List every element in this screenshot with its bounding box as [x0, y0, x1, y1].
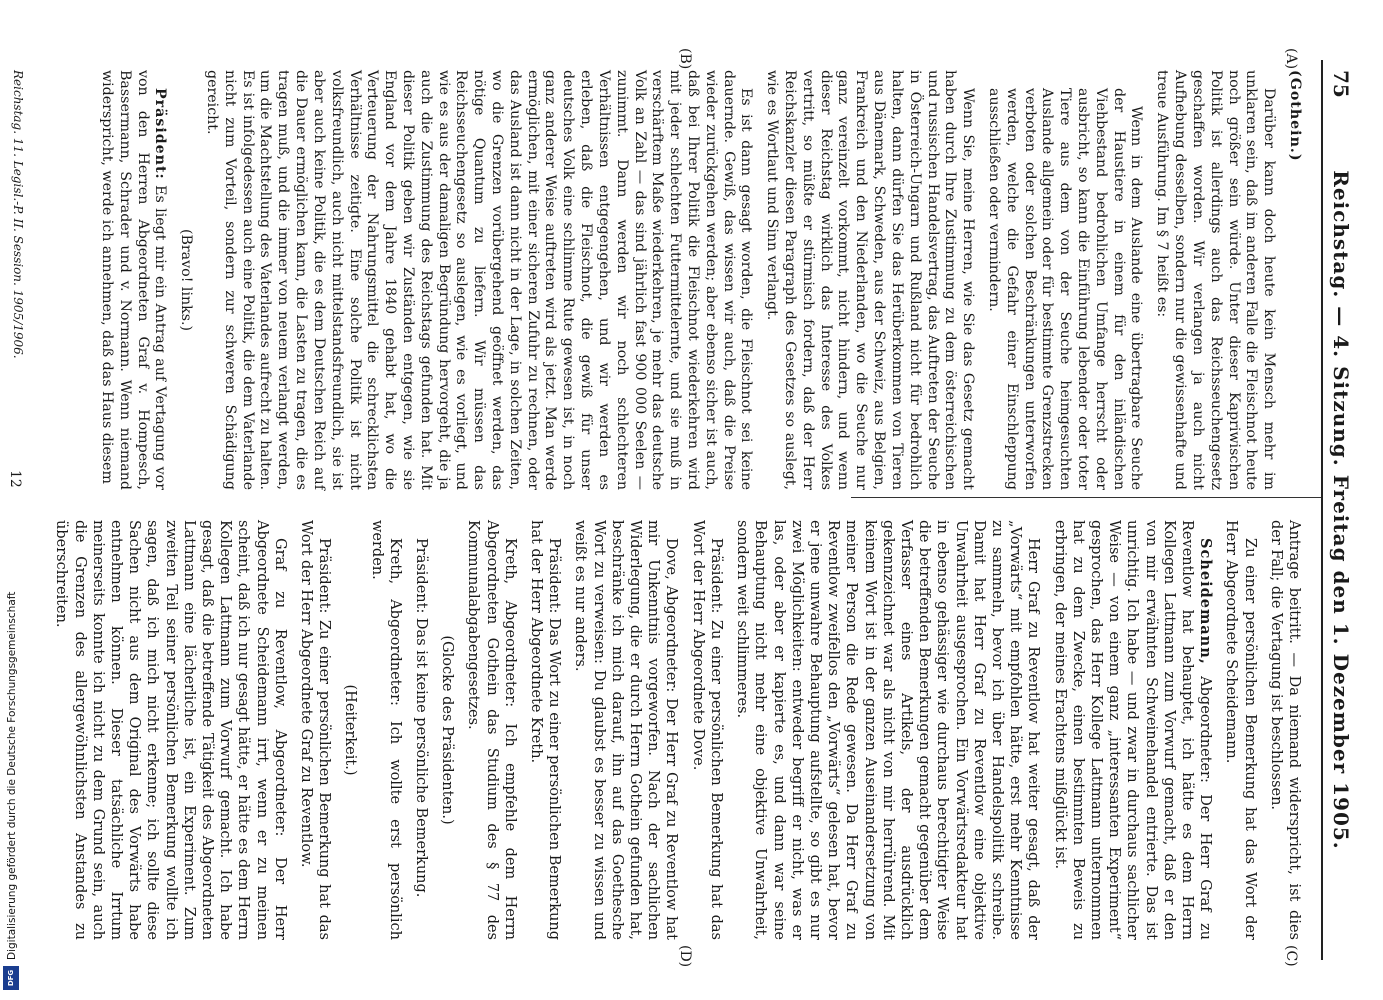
dfg-logo-text: DFG [7, 969, 15, 987]
dove-statement: Dove, Abgeordneter: Der Herr Graf zu Reventlow hat mir Unkenntnis vorgeworfen. Nach der sachlichen Widerlegung, die er durch Herrn Gothein gefunden hat, beschränke ich mich darauf, ihn auf das Goethesche Wort zu verweisen: Du glaubst es besser zu wissen und weißt es nur anders. [572, 520, 680, 940]
scheidemann-statement-2: Herr Graf zu Reventlow hat weiter gesagt, daß der „Vorwärts“ mit empfohlen hätte, erst mehr Kenntnisse zu sammeln, bevor ich über Handelspolitik schreibe. Damit hat Herr Graf zu Reventlow eine objektive Unwahrheit ausgesprochen. Ein Vorwärtsredakteur hat in ebenso gehässiger wie durchaus berechtigter Weise die betreffenden Bemerkungen gemacht gegenüber dem Verfasser eines Artikels, der ausdrücklich gekennzeichnet war als nicht von mir herrührend. Mit keinem Wort ist in der ganzen Auseinandersetzung von meiner Person die Rede gewesen. Da Herr Graf zu Reventlow zweifellos den „Vorwärts“ gelesen hat, bevor er jene unwahre Behauptung aufstellte, so gibt es nur zwei Möglichkeiten: entweder begriff er nicht, was er las, oder aber er kapierte es, und dann war seine Behauptung nicht mehr eine objektive Unwahrheit, sondern weit schlimmeres. [734, 520, 1042, 940]
president-label: Präsident: [152, 88, 169, 180]
kreth-statement: Kreth, Abgeordneter: Ich empfehle dem Herrn Abgeordneten Gothein das Studium des § 77 des Kommunalabgabengesetzes. [465, 520, 518, 940]
quote-paragraph: Wenn in dem Auslande eine übertragbare Seuche der Haustiere in einem für den inländischen Viehbestand bedrohlichen Umfange herrscht oder ausbricht, so kann die Einführung lebender oder toter Tiere aus dem von der Seuche heimgesuchten Auslande allgemein oder für bestimmte Grenzstrecken verboten oder solchen Beschränkungen unterworfen werden, welche die Gefahr einer Einschleppung ausschließen oder vermindern. [986, 88, 1145, 490]
margin-letter-b: (B) [677, 48, 693, 70]
scheidemann-statement [1050, 520, 1214, 940]
page-header [1321, 60, 1363, 960]
president-text: Es liegt mir ein Antrag auf Vertagung vor von den Herren Abgeordneten Graf v. Hompesch, Bassermann, Schrader und v. Normann. Wenn niemand widerspricht, werde ich annehmen, daß das Haus diesem [99, 70, 169, 490]
applause-note: (Bravo! links.) [178, 228, 195, 332]
speaker-open: (Gothein.) [1287, 70, 1303, 162]
reventlow-statement: Graf zu Reventlow, Abgeordneter: Der Herr Abgeordnete Scheidemann irrt, wenn er zu meinen scheint, daß ich nur gesagt hätte, er hätte es dem Herrn Kollegen Lattmann zum Vorwurf gemacht. Ich habe gesagt, daß die betreffende Tätigkeit des Abgeordneten Lattmann eine lächerliche ist, ein Experiment. Zum zweiten Teil seiner persönlichen Bemerkung wollte ich sagen, daß ich mich nicht erkenne; ich sollte diese Sachen nicht aus dem Original des Vorwärts habe entnehmen können. Dieser tatsächliche Irrtum meinerseits konnte ich nicht zu dem Grund sein, auch die Grenzen des allergewöhnlichsten Anstandes zu überschreiten. [53, 520, 288, 940]
left-paragraph: Wenn Sie, meine Herren, wie Sie das Gesetz gemacht haben durch Ihre Zustimmung zu dem österreichischen und russischen Handelsvertrag, das Auftreten der Seuche in Österreich-Ungarn und Rußland nicht für bedrohlich halten, dann dürfen Sie das Herüberkommen von Tieren aus Dänemark, Schweden, aus der Schweiz, aus Belgien, Frankreich und den Niederlanden, wo die Seuche nur ganz vereinzelt vorkommt, nicht hindern, und wenn dieser Reichstag wirklich das Interesse des Volkes vertritt, so müßte er stürmisch fordern, daß der Herr Reichskanzler diesen Paragraph des Gesetzes so auslegt, wie es Wortlaut und Sinn verlangt. [764, 70, 977, 490]
president-statement [97, 70, 168, 490]
credit-strip [0, 0, 22, 1000]
left-paragraph: Darüber kann doch heute kein Mensch mehr im unklaren sein, daß im anderen Falle die Fleischnot heute noch größer sein würde. Unter dieser Kapriwischen Politik ist allerdings auch das Reichsseuchengesetz geschaffen worden. Wir verlangen ja auch nicht Aufhebung desselben, sondern nur die gewissenhafte und treue Ausführung. Im § 7 heißt es: [1154, 70, 1278, 490]
right-paragraph: Zu einer persönlichen Bemerkung hat das Wort der Herr Abgeordnete Scheidemann. [1223, 520, 1258, 940]
dfg-logo-icon [3, 966, 19, 990]
president-statement-1: Präsident: Zu einer persönlichen Bemerkung hat das Wort der Herr Abgeordnete Dove. [689, 520, 724, 940]
scheidemann-text: Abgeordneter: Der Herr Graf zu Reventlow hat behauptet, ich hätte es dem Herrn Kollegen Lattmann zum Vorwurf gemacht, daß er den von mir erwähnten Schweinehandel entrierte. Das ist unrichtig. Ich habe — und zwar in durchaus sachlicher Weise — von einem ganz „interessanten Experiment“ gesprochen, das Herr Kollege Lattmann unternommen hat zu dem Zwecke, einen bestimmten Beweis zu erbringen, der meines Erachtens mißglückt ist. [1051, 520, 1214, 941]
laughter-note: (Heiterkeit.) [342, 684, 359, 776]
bell-note: (Glocke des Präsidenten.) [439, 635, 456, 825]
kreth-statement-2: Kreth, Abgeordneter: Ich wollte erst persönlich werden. [368, 520, 403, 940]
margin-letter-c: (C) [1283, 945, 1299, 967]
header-title: Reichstag. — 4. Sitzung. Freitag den 1. Dezember 1905. [1329, 170, 1353, 850]
column-divider [851, 497, 1321, 498]
left-column [89, 70, 1303, 490]
header-page-number: 75 [1329, 70, 1353, 98]
footer-source: Reichstag. 11. Legisl.-P. II. Session. 1905/1906. [11, 70, 25, 359]
credit-text: Digitalisierung gefördert durch die Deutsche Forschungsgemeinschaft [6, 591, 18, 960]
president-statement-2: Präsident: Das Wort zu einer persönlichen Bemerkung hat der Herr Abgeordnete Kreth. [528, 520, 563, 940]
right-column [44, 520, 1303, 940]
president-statement-3: Präsident: Das ist keine persönliche Bemerkung. [413, 538, 430, 898]
margin-letter-a: (A) [1283, 48, 1299, 70]
margin-letter-d: (D) [677, 945, 693, 968]
scheidemann-label: Scheidemann, [1197, 538, 1215, 665]
president-statement-4: Präsident: Zu einer persönlichen Bemerkung hat das Wort der Herr Abgeordnete Graf zu Reventlow. [298, 520, 333, 940]
left-paragraph: Es ist dann gesagt worden, die Fleischnot sei keine dauernde. Gewiß, das wissen wir auch, daß die Preise wieder zurückgehen werden; aber ebenso sicher ist auch, daß bei Ihrer Politik die Fleischnot wiederkehren wird mit jeder schlechten Futtermittelernte, und sie muß in verschärftem Maße wiederkehren, je mehr das deutsche Volk an Zahl — das sind jährlich fast 900 000 Seelen — zunimmt. Dann werden wir noch schlechteren Verhältnissen entgegengehen, und wir werden es erleben, daß die Fleischnot, die gewiß für unser deutsches Volk eine schlimme Rute gewesen ist, in noch ganz anderer Weise auftreten wird als jetzt. Man werde ermöglichen, mit einer sicheren Zufuhr zu rechnen, oder das Ausland ist dann nicht in der Lage, in solchen Zeiten, wo die Grenzen vorübergehend geöffnet werden, das nötige Quantum zu liefern. Wir müssen das Reichsseuchengesetz so auslegen, wie es vorliegt, und wie es aus der damaligen Begründung hervorgeht, die ja auch die Zustimmung des Reichstags gefunden hat. Mit dieser Politik geben wir Zuständen entgegen, wie sie England vor dem Jahre 1840 gehabt hat, wo die Verteuerung der Nahrungsmittel die schrecklichsten Verhältnisse zeitigte. Eine solche Politik ist nicht volksfreundlich, auch nicht mittelstandsfreundlich, sie ist aber auch keine Politik, die es dem Deutschen Reich auf die Dauer ermöglichen kann, die Lasten zu tragen, die es tragen muß, und die immer von neuem verlangt werden, um die Machtstellung des Vaterlandes aufrecht zu halten. Es ist infolgedessen auch eine Politik, die dem Vaterlande nicht zum Vorteil, sondern zur schweren Schädigung gereicht. [204, 70, 755, 490]
right-paragraph: Antrage beitritt. — Da niemand widerspricht, ist dies der Fall; die Vertagung ist beschlossen. [1267, 520, 1302, 940]
footer-page-number: 12 [7, 470, 23, 488]
